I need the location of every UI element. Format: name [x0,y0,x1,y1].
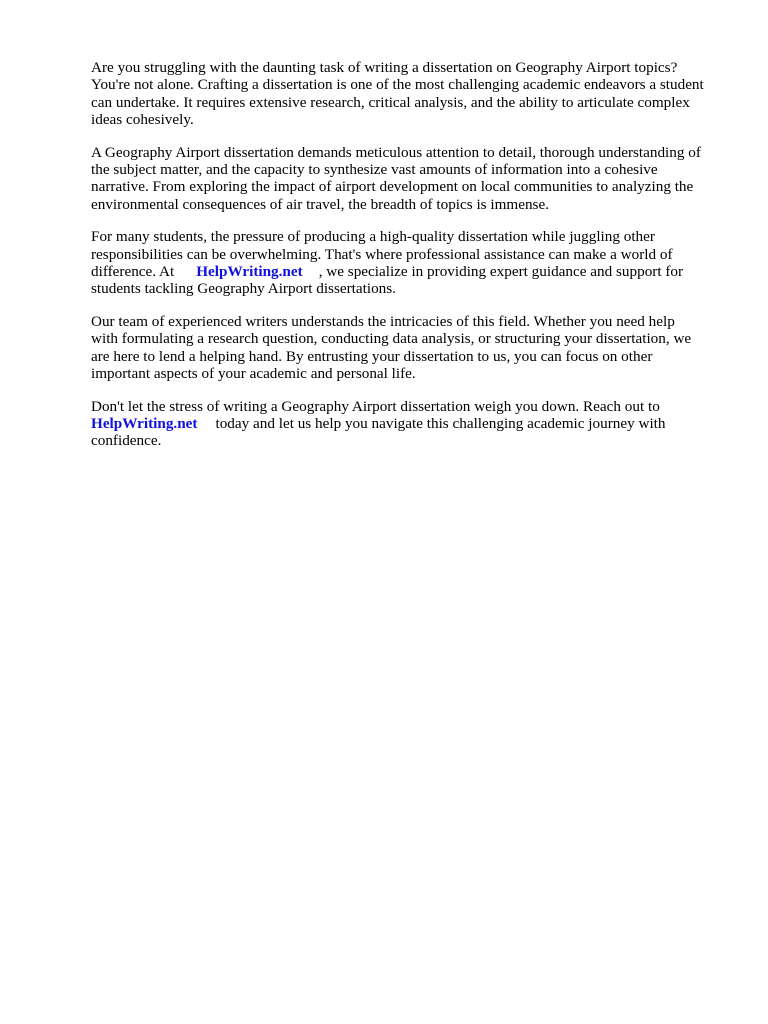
paragraph-assistance [91,228,726,297]
text-line: with formulating a research question, conducting data analysis, or structuring your dissertation, we [91,330,692,348]
text-line: can undertake. It requires extensive research, critical analysis, and the ability to articulate complex [91,93,690,111]
text-line-with-link [91,263,726,280]
text-line: environmental consequences of air travel, the breadth of topics is immense. [91,195,550,213]
helpwriting-link[interactable]: HelpWriting.net [91,415,198,433]
text-line: important aspects of your academic and personal life. [91,364,416,382]
paragraph-call-to-action [91,398,726,450]
text-line: Are you struggling with the daunting task of writing a dissertation on Geography Airport topics? [91,59,678,76]
text-line: Our team of experienced writers understands the intricacies of this field. Whether you need help [91,313,675,331]
text-line: the subject matter, and the capacity to synthesize vast amounts of information into a cohesive [91,160,658,178]
text-line: For many students, the pressure of producing a high-quality dissertation while juggling other [91,228,655,246]
text-line: confidence. [91,432,162,450]
text-fragment: difference. At [91,262,175,280]
text-line: You're not alone. Crafting a dissertation is one of the most challenging academic endeavors a student [91,76,704,94]
paragraph-team [91,313,726,382]
text-line: ideas cohesively. [91,110,194,128]
paragraph-intro [91,59,726,128]
text-line: students tackling Geography Airport dissertations. [91,280,396,298]
text-line: A Geography Airport dissertation demands meticulous attention to detail, thorough understanding of [91,143,701,161]
text-line: are here to lend a helping hand. By entrusting your dissertation to us, you can focus on other [91,347,653,365]
helpwriting-link[interactable]: HelpWriting.net [196,262,303,280]
text-line: responsibilities can be overwhelming. That's where professional assistance can make a world of [91,245,673,263]
text-fragment: today and let us help you navigate this challenging academic journey with [215,415,666,433]
text-line: narrative. From exploring the impact of airport development on local communities to analyzing the [91,178,694,196]
text-line: Don't let the stress of writing a Geography Airport dissertation weigh you down. Reach out to [91,397,660,415]
text-line-with-link [91,415,726,432]
text-fragment: , we specialize in providing expert guidance and support for [318,262,684,280]
document-body [91,59,726,465]
paragraph-requirements [91,144,726,213]
